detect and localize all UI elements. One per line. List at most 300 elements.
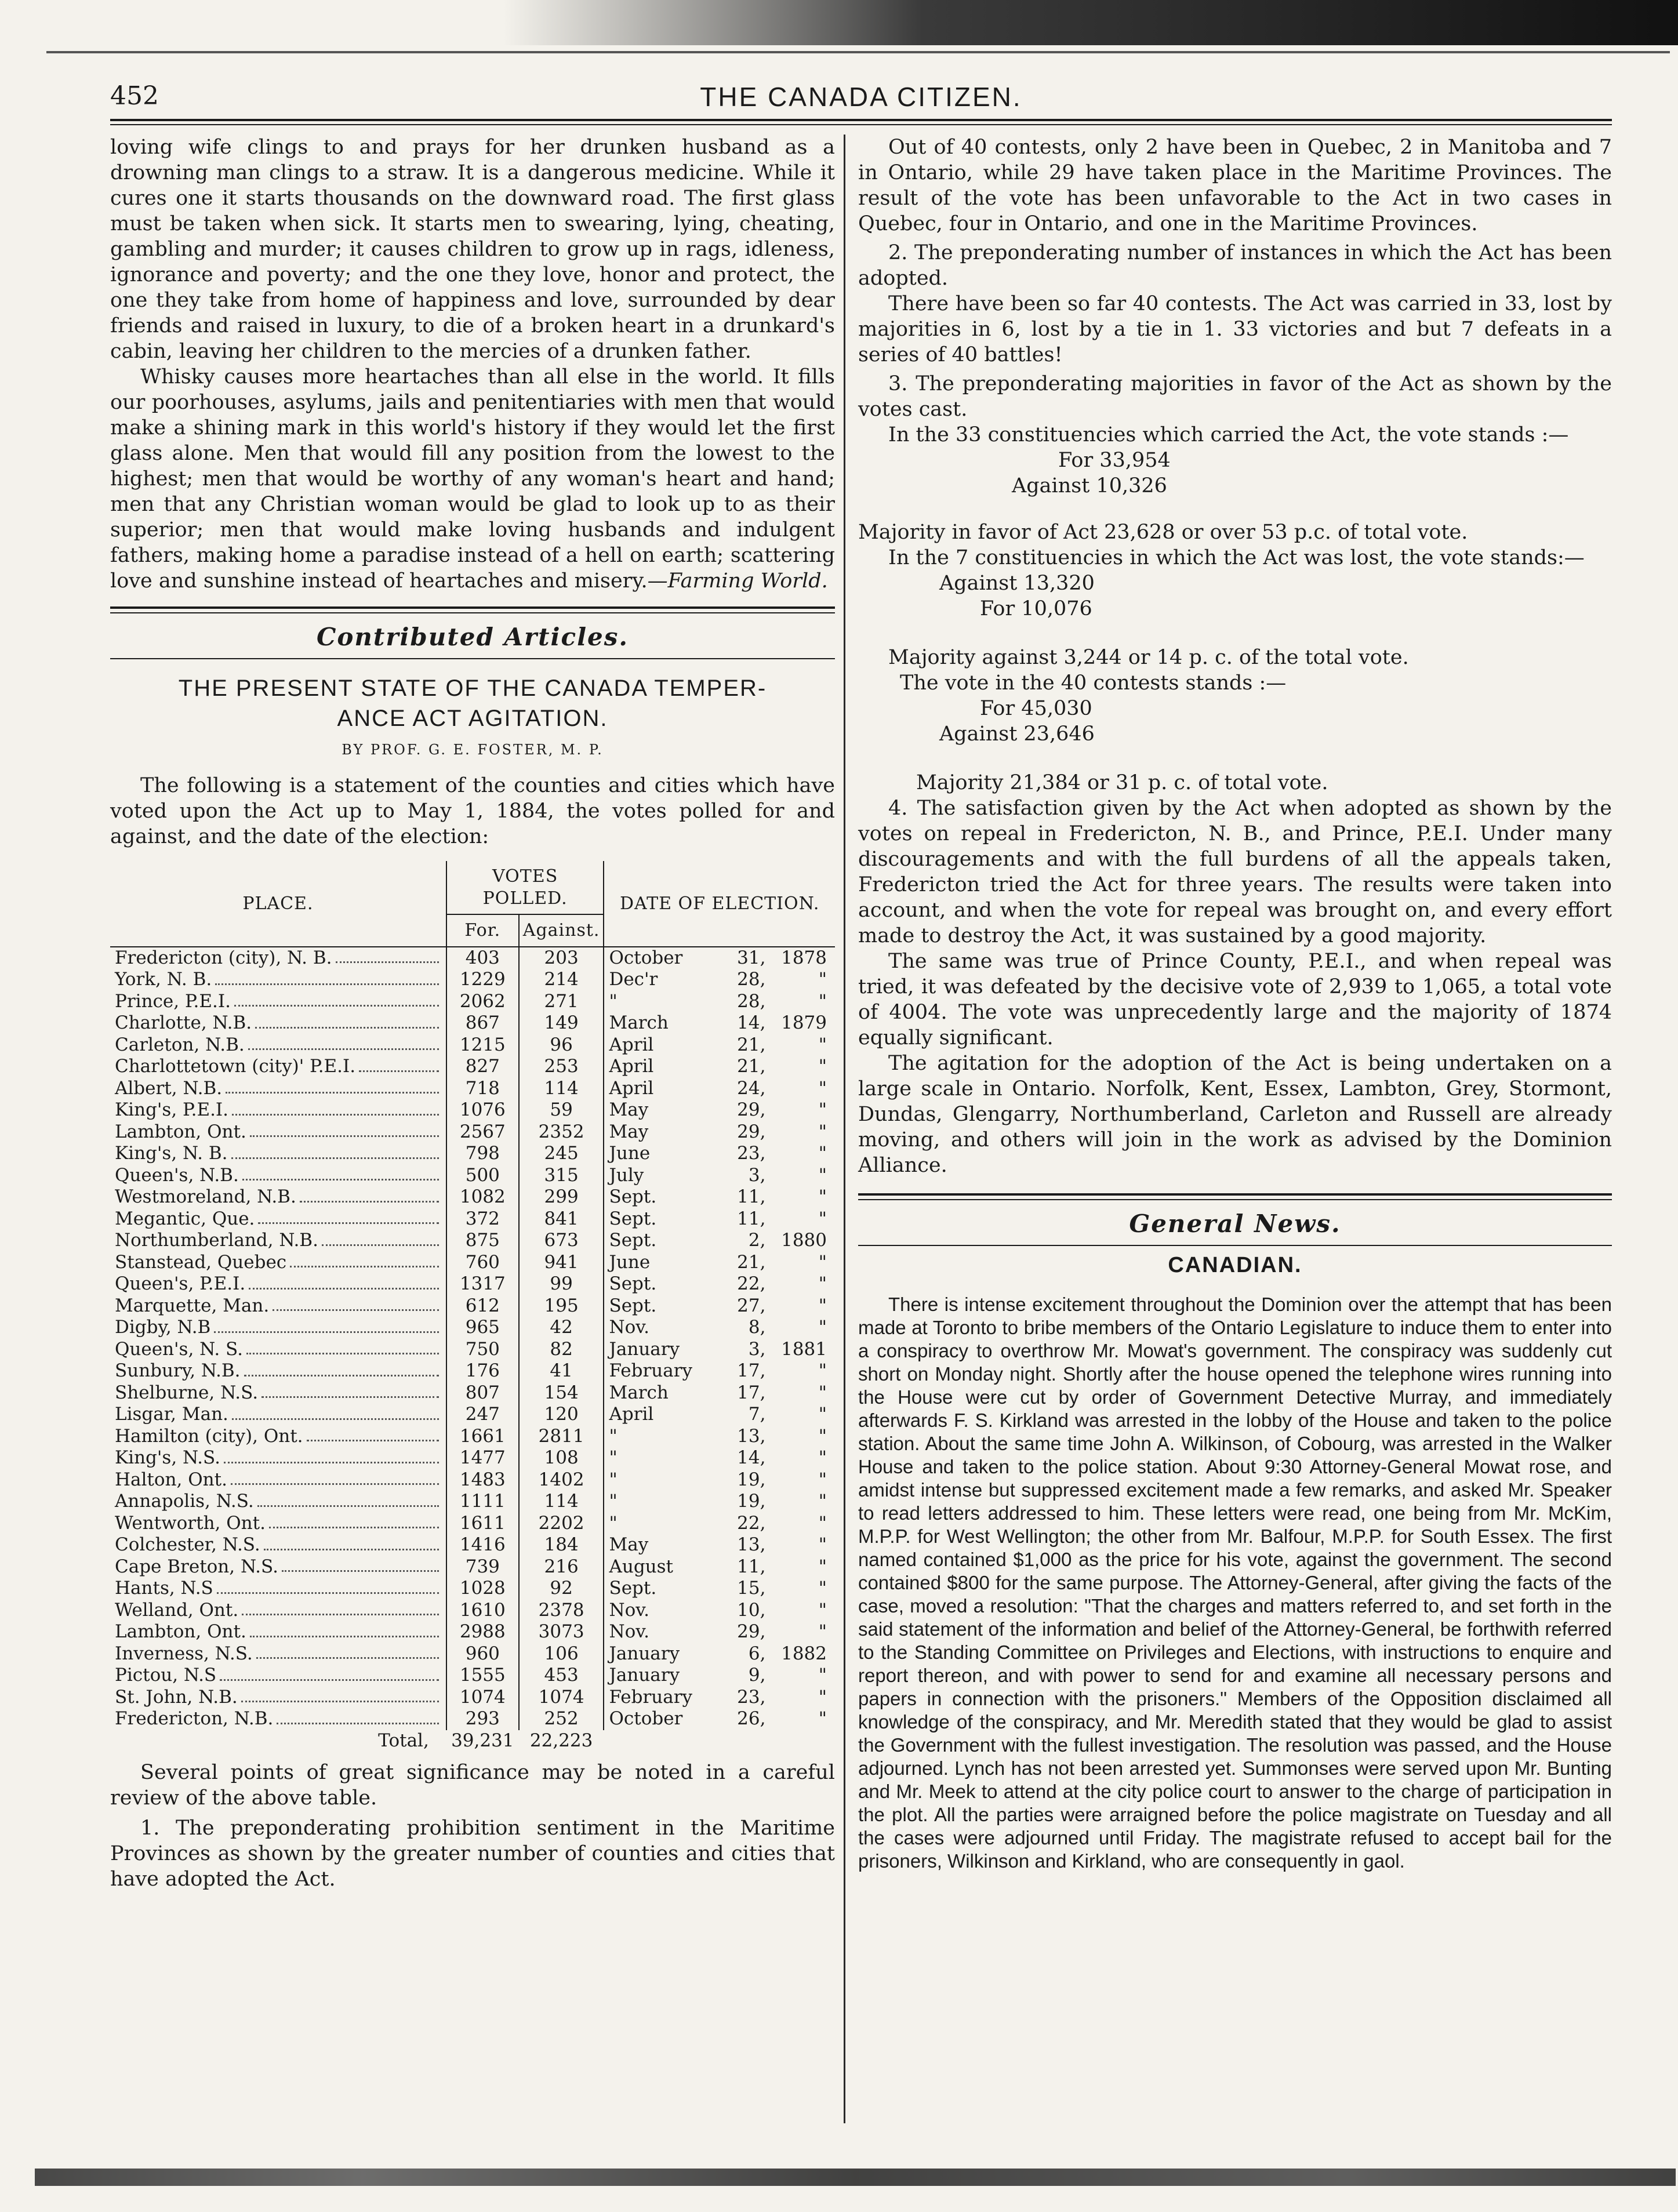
row-date (604, 1012, 835, 1034)
row-for: 1076 (446, 1099, 519, 1121)
row-against: 41 (519, 1360, 604, 1382)
row-for: 1611 (446, 1513, 519, 1535)
leader-dots (214, 1317, 438, 1333)
row-year: " (818, 1686, 827, 1708)
row-date (604, 1404, 835, 1426)
row-place (110, 1012, 446, 1034)
row-against: 2378 (519, 1600, 604, 1622)
row-day: 28, (737, 969, 766, 990)
row-year: " (818, 1404, 827, 1425)
row-for: 1215 (446, 1034, 519, 1056)
row-against: 108 (519, 1447, 604, 1469)
row-date (604, 1034, 835, 1056)
row-place-label: Megantic, Que. (115, 1208, 255, 1229)
row-place-label: Annapolis, N.S. (115, 1491, 254, 1512)
row-place (110, 1273, 446, 1295)
row-place-label: Hants, N.S (115, 1578, 213, 1599)
table-row (110, 1012, 835, 1034)
row-date (604, 1143, 835, 1165)
forty-for: For 45,030 (980, 697, 1092, 720)
article-title-line-1: THE PRESENT STATE OF THE CANADA TEMPER- (178, 675, 767, 701)
row-place (110, 1469, 446, 1491)
row-against: 315 (519, 1165, 604, 1187)
row-for: 1661 (446, 1426, 519, 1448)
row-against: 82 (519, 1339, 604, 1361)
row-place-label: Fredericton (city), N. B. (115, 947, 332, 968)
row-place (110, 1447, 446, 1469)
row-date (604, 1121, 835, 1143)
row-for: 750 (446, 1339, 519, 1361)
row-date (604, 1469, 835, 1491)
row-against: 42 (519, 1317, 604, 1339)
table-row (110, 1404, 835, 1426)
row-year: " (818, 1251, 827, 1273)
row-month: Sept. (609, 1295, 657, 1316)
row-for: 612 (446, 1295, 519, 1317)
row-month: June (609, 1251, 651, 1273)
row-date (604, 1317, 835, 1339)
row-for: 2988 (446, 1621, 519, 1643)
row-date (604, 1078, 835, 1100)
table-row (110, 1513, 835, 1535)
row-month: " (609, 1512, 618, 1534)
table-row (110, 1578, 835, 1600)
carried-against: Against 10,326 (1012, 474, 1167, 497)
scan-top-line (46, 51, 1670, 53)
row-date (604, 1230, 835, 1252)
row-place-label: Queen's, N. S. (115, 1338, 244, 1360)
row-for: 2062 (446, 991, 519, 1013)
row-for: 718 (446, 1078, 519, 1100)
row-place-label: Pictou, N.S (115, 1665, 217, 1686)
row-place (110, 1208, 446, 1230)
row-year: " (818, 1512, 827, 1534)
row-month: " (609, 1491, 618, 1512)
row-month: " (609, 1425, 618, 1447)
row-place-label: St. John, N.B. (115, 1686, 238, 1708)
leader-dots (220, 1665, 439, 1681)
row-against: 3073 (519, 1621, 604, 1643)
row-date (604, 1360, 835, 1382)
row-day: 19, (737, 1491, 766, 1512)
row-place-label: Westmoreland, N.B. (115, 1186, 296, 1207)
table-row (110, 1186, 835, 1208)
row-place (110, 947, 446, 969)
row-for: 965 (446, 1317, 519, 1339)
leader-dots (264, 1534, 439, 1550)
row-year: " (818, 1164, 827, 1186)
row-place-label: King's, N.S. (115, 1447, 221, 1468)
row-for: 176 (446, 1360, 519, 1382)
whisky-paragraph-1: loving wife clings to and prays for her drunken husband as a drowning man clings to a straw. It is a dangerous medicine. While it cures one it starts thousands on the downward road. The first glass must be taken when sick. It starts men to swearing, lying, cheating, gambling and murder; it causes children to grow up in rags, idleness, ignorance and poverty; and the one they love, honor and protect, the one they take from home of happiness and love, surrounded by dear friends and raised in luxury, to die of a broken heart in a drunkard's cabin, leaving her children to the mercies of a drunken father. (110, 136, 835, 363)
row-against: 2352 (519, 1121, 604, 1143)
row-for: 1111 (446, 1491, 519, 1513)
row-month: April (609, 1034, 654, 1055)
row-day: 28, (737, 990, 766, 1012)
row-against: 252 (519, 1708, 604, 1730)
row-for: 739 (446, 1556, 519, 1578)
leader-dots (359, 1056, 439, 1072)
news-body (858, 1293, 1612, 1873)
row-place (110, 1078, 446, 1100)
leader-dots (261, 1382, 439, 1399)
row-month: Nov. (609, 1599, 649, 1621)
row-month: January (609, 1643, 680, 1664)
leader-dots (244, 1360, 439, 1376)
leader-dots (242, 1165, 439, 1181)
row-year: " (818, 1099, 827, 1120)
table-row (110, 1165, 835, 1187)
col-header-votes: VOTES POLLED. (446, 861, 604, 914)
row-month: Nov. (609, 1621, 649, 1642)
table-row (110, 1469, 835, 1491)
table-row (110, 1339, 835, 1361)
row-against: 106 (519, 1643, 604, 1665)
row-for: 1416 (446, 1534, 519, 1556)
row-year: " (818, 1708, 827, 1729)
row-day: 31, (737, 947, 766, 968)
col-header-place: PLACE. (110, 861, 446, 947)
row-place (110, 1165, 446, 1187)
table-row (110, 1621, 835, 1643)
row-month: May (609, 1121, 649, 1142)
row-day: 29, (737, 1621, 766, 1642)
row-day: 19, (737, 1469, 766, 1490)
row-for: 293 (446, 1708, 519, 1730)
row-for: 1229 (446, 969, 519, 991)
table-row (110, 1556, 835, 1578)
ontario-agitation-paragraph: The agitation for the adoption of the Act is being undertaken on a large scale in Ontario. Norfolk, Kent, Essex, Lambton, Grey, Stormont, Dundas, Glengarry, Northumberland, Carleton and Russell are already moving, and others will join in the work as advised by the Dominion Alliance. (858, 1052, 1612, 1177)
row-year: " (818, 990, 827, 1012)
row-day: 14, (737, 1447, 766, 1468)
row-for: 1610 (446, 1600, 519, 1622)
contributed-section-title: Contributed Articles. (316, 623, 629, 651)
table-row (110, 1295, 835, 1317)
row-date (604, 1578, 835, 1600)
table-row (110, 1056, 835, 1078)
row-day: 3, (748, 1338, 766, 1360)
leader-dots (250, 1121, 439, 1138)
votes-table (110, 861, 835, 1752)
row-day: 7, (748, 1404, 766, 1425)
row-day: 11, (737, 1186, 766, 1207)
row-date (604, 1556, 835, 1578)
row-date (604, 1382, 835, 1404)
row-date (604, 1186, 835, 1208)
row-against: 245 (519, 1143, 604, 1165)
forty-against: Against 23,646 (939, 722, 1095, 746)
row-year: " (818, 1534, 827, 1555)
contests-paragraph: Out of 40 contests, only 2 have been in Quebec, 2 in Manitoba and 7 in Ontario, while 29 have taken place in the Maritime Provinces. The result of the vote has been unfavorable to the Act in two cases in Quebec, four in Ontario, and one in the Maritime Provinces. (858, 136, 1612, 235)
row-against: 216 (519, 1556, 604, 1578)
row-for: 500 (446, 1165, 519, 1187)
row-day: 10, (737, 1599, 766, 1621)
row-year: " (818, 1599, 827, 1621)
table-row (110, 1665, 835, 1687)
row-against: 253 (519, 1056, 604, 1078)
whisky-paragraph-2-text: Whisky causes more heartaches than all else in the world. It fills our poorhouses, asylums, jails and penitentiaries with men that would make a shining mark in this world's history if they would let the first glass alone. Men that would fill any position from the lowest to the highest; men that would be worthy of any woman's heart and hand; men that any Christian woman would be glad to look up to as their superior; men that would make loving husbands and indulgent fathers, making home a paradise instead of a hell on earth; scattering love and sunshine instead of heartaches and misery. (110, 365, 835, 593)
article-byline: BY PROF. G. E. FOSTER, M. P. (342, 742, 604, 758)
row-place (110, 1556, 446, 1578)
row-date (604, 947, 835, 969)
page-number: 452 (110, 81, 159, 111)
row-month: June (609, 1143, 651, 1164)
leader-dots (241, 1687, 439, 1703)
row-day: 3, (748, 1164, 766, 1186)
row-date (604, 991, 835, 1013)
news-section-title: General News. (1129, 1209, 1341, 1238)
row-date (604, 1165, 835, 1187)
row-year: " (818, 1556, 827, 1577)
row-day: 13, (737, 1425, 766, 1447)
row-place-label: Lisgar, Man. (115, 1404, 228, 1425)
leader-dots (300, 1186, 439, 1203)
row-date (604, 1687, 835, 1709)
row-month: October (609, 947, 683, 968)
row-year: " (818, 969, 827, 990)
scan-bottom-edge (35, 2169, 1676, 2186)
leader-dots (242, 1600, 439, 1616)
row-place-label: Halton, Ont. (115, 1469, 227, 1490)
row-for: 807 (446, 1382, 519, 1404)
significance-paragraph: Several points of great significance may be noted in a careful review of the above table. (110, 1761, 835, 1810)
article-title-line-2: ANCE ACT AGITATION. (337, 706, 608, 731)
row-year: " (818, 1665, 827, 1686)
row-month: January (609, 1338, 680, 1360)
row-month: April (609, 1077, 654, 1099)
row-place-label: Cape Breton, N.S. (115, 1556, 278, 1577)
row-date (604, 1665, 835, 1687)
table-row (110, 1491, 835, 1513)
row-against: 2202 (519, 1513, 604, 1535)
row-place-label: Sunbury, N.B. (115, 1360, 241, 1381)
row-day: 11, (737, 1556, 766, 1577)
table-row (110, 1382, 835, 1404)
row-day: 22, (737, 1512, 766, 1534)
row-year: 1879 (781, 1012, 827, 1033)
row-place-label: King's, P.E.I. (115, 1099, 229, 1120)
forty-contests-intro: The vote in the 40 contests stands :— (900, 671, 1287, 695)
leader-dots (273, 1295, 439, 1312)
right-column (858, 135, 1612, 1873)
scan-top-edge (0, 0, 1678, 45)
section-rule-thin (110, 658, 835, 659)
row-against: 184 (519, 1534, 604, 1556)
row-place-label: King's, N. B. (115, 1143, 228, 1164)
row-place (110, 1687, 446, 1709)
point-3-paragraph: 3. The preponderating majorities in favor of the Act as shown by the votes cast. (858, 372, 1612, 421)
contests-summary: There have been so far 40 contests. The Act was carried in 33, lost by majorities in 6, lost by a tie in 1. 33 victories and but 7 defeats in a series of 40 battles! (858, 292, 1612, 366)
row-place (110, 1621, 446, 1643)
row-place (110, 1491, 446, 1513)
row-year: " (818, 1317, 827, 1338)
row-place-label: Queen's, P.E.I. (115, 1273, 246, 1294)
row-place (110, 1534, 446, 1556)
row-day: 26, (737, 1708, 766, 1729)
row-year: " (818, 1056, 827, 1077)
row-for: 1317 (446, 1273, 519, 1295)
row-month: July (609, 1164, 644, 1186)
row-year: " (818, 1469, 827, 1490)
row-year: " (818, 1425, 827, 1447)
row-place (110, 1317, 446, 1339)
table-row (110, 1687, 835, 1709)
row-year: " (818, 1360, 827, 1381)
leader-dots (217, 1578, 439, 1594)
row-place (110, 1600, 446, 1622)
row-place-label: Shelburne, N.S. (115, 1382, 259, 1403)
news-paragraph: There is intense excitement throughout the Dominion over the attempt that has been made at Toronto to bribe members of the Ontario Legislature to induce them to enter into a conspiracy to overthrow Mr. Mowat's government. The conspiracy was suddenly cut short on Monday night. Shortly after the house opened the telephone wires running into the House were cut by order of Government Detective Murray, and immediately afterwards F. S. Kirkland was arrested in the lobby of the House and taken to the police station. About the same time John A. Wilkinson, of Cobourg, was arrested in the Walker House and taken to the police station. About 9:30 Attorney-General Mowat rose, and amidst intense but suppressed excitement made a few remarks, and asked Mr. Speaker to read letters addressed to him. These letters were read, one being from Mr. McKim, M.P.P. for West Wellington; the other from Mr. Balfour, M.P.P. for South Essex. The first named contained $1,000 as the price for his vote, against the government. The second contained $800 for the same purpose. The Attorney-General, after giving the facts of the case, moved a resolution: "That the charges and matters referred to, and set forth in the said statement of the information and belief of the Attorney-General, be forthwith referred to the Standing Committee on Privileges and Elections, with instructions to enquire and report thereon, and with power to send for and examine all necessary persons and papers in connection with the prisoners." Members of the Opposition disclaimed all knowledge of the conspiracy, and Mr. Meredith stated that they would be glad to assist the Government with the fullest investigation. The resolution was passed, and the House adjourned. Lynch has not been arrested yet. Summonses were served upon Mr. Bunting and Mr. Meek to attend at the city police court to answer to the charge of participation in the plot. All the parties were arraigned before the police magistrate on Tuesday and all the cases were adjourned until Friday. The magistrate refused to accept bail for the prisoners, Wilkinson and Kirkland, who are consequently in gaol. (858, 1294, 1612, 1872)
table-row (110, 1643, 835, 1665)
lost-against: Against 13,320 (939, 572, 1095, 595)
row-for: 798 (446, 1143, 519, 1165)
col-header-for: For. (446, 914, 519, 947)
leader-dots (249, 1273, 439, 1290)
lost-for: For 10,076 (980, 597, 1092, 620)
row-date (604, 1426, 835, 1448)
total-row (110, 1730, 835, 1752)
carried-for: For 33,954 (1058, 449, 1171, 472)
row-month: February (609, 1360, 693, 1381)
row-day: 22, (737, 1273, 766, 1294)
row-date (604, 1513, 835, 1535)
row-place-label: Fredericton, N.B. (115, 1708, 274, 1729)
row-place (110, 1513, 446, 1535)
leader-dots (231, 1469, 439, 1485)
row-year: 1880 (781, 1230, 827, 1251)
row-place-label: Inverness, N.S. (115, 1643, 253, 1664)
row-year: " (818, 1295, 827, 1316)
row-place (110, 1382, 446, 1404)
row-place (110, 1643, 446, 1665)
leader-dots (258, 1208, 438, 1225)
table-row (110, 991, 835, 1013)
row-against: 453 (519, 1665, 604, 1687)
point-2-paragraph: 2. The preponderating number of instances in which the Act has been adopted. (858, 241, 1612, 290)
leader-dots (248, 1034, 439, 1051)
row-date (604, 1643, 835, 1665)
row-place (110, 1404, 446, 1426)
row-day: 21, (737, 1034, 766, 1055)
table-row (110, 1143, 835, 1165)
row-against: 1402 (519, 1469, 604, 1491)
row-year: " (818, 1143, 827, 1164)
row-year: 1878 (781, 947, 827, 968)
row-for: 1555 (446, 1665, 519, 1687)
total-label: Total, (378, 1730, 429, 1751)
row-date (604, 969, 835, 991)
news-rule (858, 1193, 1612, 1200)
row-place-label: Queen's, N.B. (115, 1164, 239, 1186)
row-month: Sept. (609, 1208, 657, 1229)
row-against: 1074 (519, 1687, 604, 1709)
table-row (110, 1600, 835, 1622)
row-against: 114 (519, 1491, 604, 1513)
row-date (604, 1339, 835, 1361)
majority-total: Majority 21,384 or 31 p. c. of total vote. (916, 771, 1328, 794)
leader-dots (269, 1513, 439, 1529)
leader-dots (234, 991, 439, 1007)
row-day: 8, (748, 1317, 766, 1338)
row-for: 827 (446, 1056, 519, 1078)
row-month: April (609, 1056, 654, 1077)
table-row (110, 969, 835, 991)
leader-dots (322, 1230, 439, 1246)
row-month: Sept. (609, 1230, 657, 1251)
row-day: 17, (737, 1360, 766, 1381)
column-separator (844, 135, 845, 2123)
row-day: 2, (748, 1230, 766, 1251)
row-year: " (818, 1034, 827, 1055)
row-date (604, 1099, 835, 1121)
row-date (604, 1708, 835, 1730)
leader-dots (290, 1252, 439, 1268)
table-row (110, 1708, 835, 1730)
row-against: 214 (519, 969, 604, 991)
row-against: 841 (519, 1208, 604, 1230)
row-place (110, 991, 446, 1013)
row-month: Sept. (609, 1578, 657, 1599)
row-place-label: Albert, N.B. (115, 1077, 223, 1099)
row-place (110, 1426, 446, 1448)
row-place (110, 1230, 446, 1252)
row-day: 17, (737, 1382, 766, 1403)
row-day: 21, (737, 1056, 766, 1077)
article-title (110, 673, 835, 733)
row-against: 299 (519, 1186, 604, 1208)
leader-dots (250, 1621, 439, 1637)
page-header (110, 81, 1612, 116)
row-date (604, 1252, 835, 1274)
table-row (110, 1360, 835, 1382)
row-year: " (818, 1186, 827, 1207)
row-year: " (818, 1447, 827, 1468)
leader-dots (224, 1447, 439, 1463)
row-against: 941 (519, 1252, 604, 1274)
row-against: 96 (519, 1034, 604, 1056)
leader-dots (255, 1012, 439, 1029)
col-header-against: Against. (519, 914, 604, 947)
row-place-label: Lambton, Ont. (115, 1121, 246, 1142)
row-date (604, 1056, 835, 1078)
leader-dots (232, 1404, 439, 1420)
col-header-date: DATE OF ELECTION. (604, 861, 835, 947)
row-place-label: Carleton, N.B. (115, 1034, 245, 1055)
row-against: 154 (519, 1382, 604, 1404)
row-place (110, 1186, 446, 1208)
row-for: 372 (446, 1208, 519, 1230)
row-for: 875 (446, 1230, 519, 1252)
row-day: 23, (737, 1143, 766, 1164)
row-place-label: Colchester, N.S. (115, 1534, 260, 1555)
row-month: " (609, 1447, 618, 1468)
row-place-label: York, N. B. (115, 969, 212, 990)
row-place-label: Prince, P.E.I. (115, 990, 231, 1012)
votes-table-body (110, 947, 835, 1730)
row-date (604, 1273, 835, 1295)
row-month: March (609, 1382, 669, 1403)
row-year: " (818, 1382, 827, 1403)
row-place (110, 1295, 446, 1317)
row-day: 23, (737, 1686, 766, 1708)
row-date (604, 1208, 835, 1230)
row-year: " (818, 1273, 827, 1294)
row-place-label: Northumberland, N.B. (115, 1230, 318, 1251)
leader-dots (307, 1426, 439, 1442)
lost-intro: In the 7 constituencies in which the Act was lost, the vote stands:— (888, 546, 1585, 569)
row-place (110, 1360, 446, 1382)
leader-dots (226, 1078, 439, 1094)
